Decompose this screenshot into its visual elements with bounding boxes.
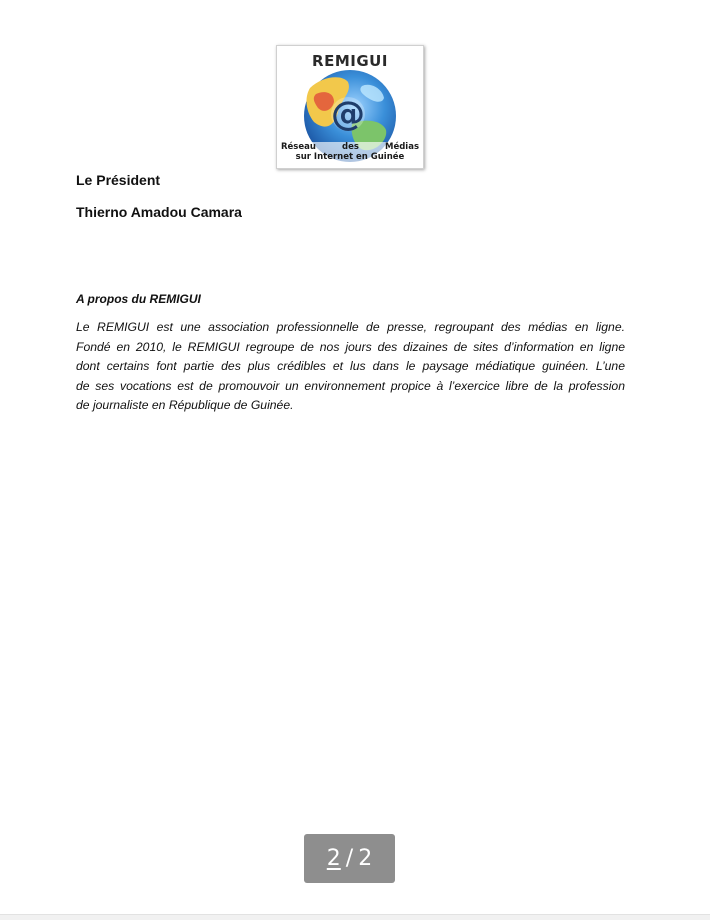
signatory-name: Thierno Amadou Camara: [76, 204, 242, 220]
about-heading: A propos du REMIGUI: [76, 292, 201, 306]
about-line: Le REMIGUI est une association professionnelle de presse, regroupant des médias en ligne.: [76, 320, 625, 334]
about-paragraph: [76, 318, 625, 416]
page-indicator[interactable]: [304, 834, 395, 883]
logo-caption-line-1: Réseau des Médias: [281, 142, 419, 152]
logo-caption: [281, 142, 419, 162]
logo-title: REMIGUI: [312, 52, 388, 70]
page-separator: /: [345, 846, 354, 871]
logo-at-symbol: @: [331, 94, 365, 134]
current-page-number[interactable]: 2: [326, 846, 341, 871]
total-pages: 2: [358, 846, 373, 871]
about-line: de ses vocations est de promouvoir un environnement propice à l’exercice libre de la profession: [76, 378, 625, 393]
globe-icon: [290, 68, 410, 188]
remigui-logo: [276, 45, 424, 169]
logo-caption-line-2: sur Internet en Guinée: [295, 152, 405, 162]
about-line: Fondé en 2010, le REMIGUI regroupe de nos jours des dizaines de sites d’information en ligne: [76, 339, 625, 354]
about-line: dont certains font partie des plus crédibles et lus dans le paysage médiatique guinéen. L’une: [76, 359, 625, 373]
signatory-title: Le Président: [76, 172, 161, 188]
about-line: de journaliste en République de Guinée.: [76, 398, 294, 412]
